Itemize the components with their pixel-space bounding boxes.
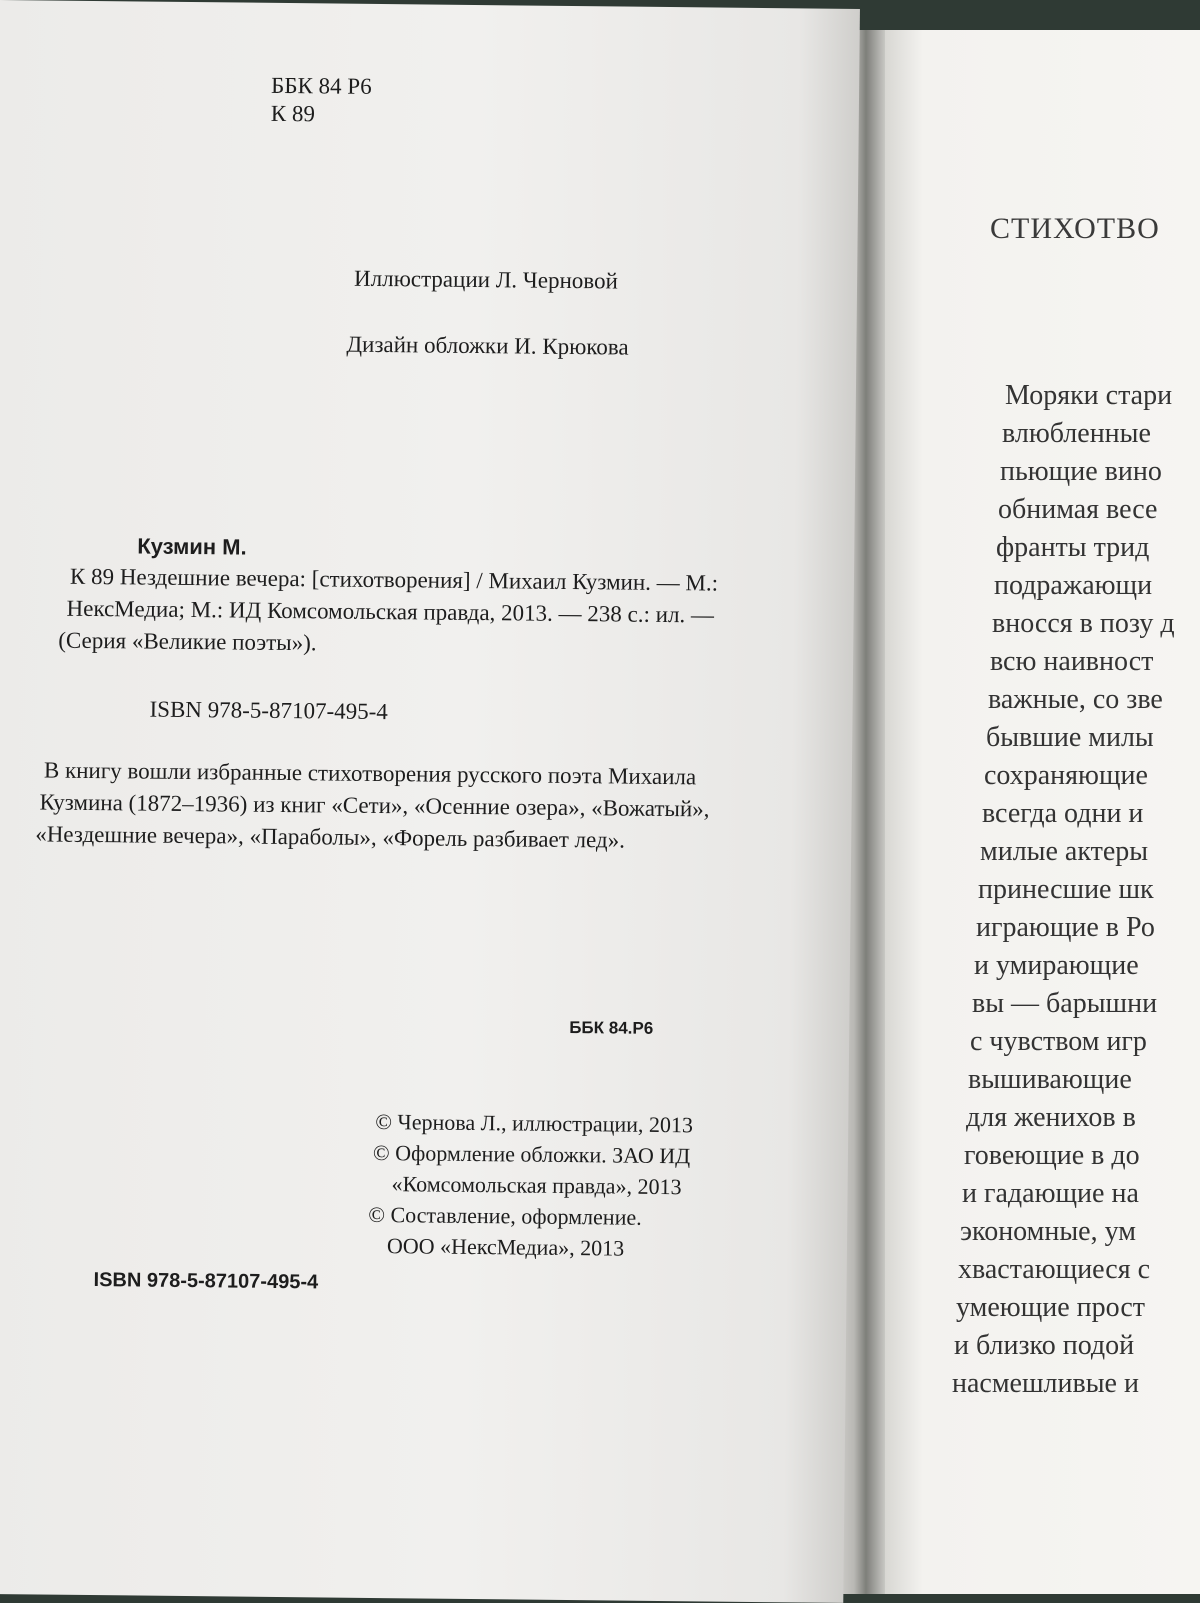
poem-line: Моряки стари	[1005, 380, 1173, 411]
poem-line: милые актеры	[980, 836, 1149, 867]
poem-line: принесшие шк	[978, 874, 1154, 905]
bbk-bold: ББК 84.Р6	[569, 1018, 654, 1038]
poem-line: и близко подой	[954, 1330, 1135, 1361]
poem-line: всегда одни и	[982, 798, 1144, 829]
copyright-line-5: ООО «НексМедиа», 2013	[386, 1233, 625, 1261]
poem-line: хвастающиеся с	[958, 1254, 1151, 1285]
poem-line: насмешливые и	[952, 1368, 1139, 1399]
poem-line: вышивающие	[968, 1064, 1132, 1095]
copyright-line-4: © Составление, оформление.	[368, 1201, 642, 1230]
author-name: Кузмин М.	[137, 533, 247, 560]
author-code: К 89	[270, 100, 316, 127]
annotation-line-1: В книгу вошли избранные стихотворения русского поэта Михаила	[43, 757, 697, 790]
isbn-entry: ISBN 978-5-87107-495-4	[149, 696, 388, 725]
poem-line: всю наивност	[990, 646, 1154, 677]
copyright-line-3: «Комсомольская правда», 2013	[391, 1171, 682, 1200]
illustrations-credit: Иллюстрации Л. Черновой	[353, 265, 618, 294]
poem-line: важные, со зве	[988, 684, 1163, 715]
biblio-line-2: НексМедиа; М.: ИД Комсомольская правда, 2013. — 238 с.: ил. —	[66, 595, 715, 628]
poem-line: вы — барышни	[972, 988, 1158, 1019]
poem-line: обнимая весе	[998, 494, 1158, 525]
copyright-line-2: © Оформление обложки. ЗАО ИД	[372, 1139, 691, 1169]
poem-line: и гадающие на	[962, 1178, 1139, 1209]
copyright-line-1: © Чернова Л., иллюстрации, 2013	[375, 1108, 694, 1138]
annotation-line-2: Кузмина (1872–1936) из книг «Сети», «Осенние озера», «Вожатый»,	[39, 789, 710, 822]
biblio-line-3: (Серия «Великие поэты»).	[58, 627, 317, 656]
biblio-line-1: К 89 Нездешние вечера: [стихотворения] / Михаил Кузмин. — М.:	[69, 563, 719, 596]
poem-line: подражающи	[994, 570, 1153, 601]
poem-line: франты трид	[996, 532, 1150, 563]
poem-line: бывшие милы	[986, 722, 1154, 753]
poem-line: говеющие в до	[964, 1140, 1140, 1171]
cover-design-credit: Дизайн обложки И. Крюкова	[346, 331, 629, 360]
poem-line: умеющие прост	[956, 1292, 1146, 1323]
poem-line: экономные, ум	[960, 1216, 1136, 1247]
poem-line: сохраняющие	[984, 760, 1148, 791]
poem-line: с чувством игр	[970, 1026, 1147, 1057]
poem-line: влюбленные	[1002, 418, 1151, 449]
poem-line: и умирающие	[974, 950, 1139, 981]
poem-line: играющие в Ро	[976, 912, 1155, 943]
poems-heading: СТИХОТВО	[990, 212, 1160, 245]
isbn-bold: ISBN 978-5-87107-495-4	[93, 1269, 319, 1294]
bbk-classification: ББК 84 Р6	[270, 72, 372, 99]
poem-line: вносся в позу д	[992, 608, 1175, 639]
poem-line: пьющие вино	[1000, 456, 1162, 487]
poem-line: для женихов в	[966, 1102, 1136, 1133]
annotation-line-3: «Нездешние вечера», «Параболы», «Форель разбивает лед».	[35, 821, 626, 853]
